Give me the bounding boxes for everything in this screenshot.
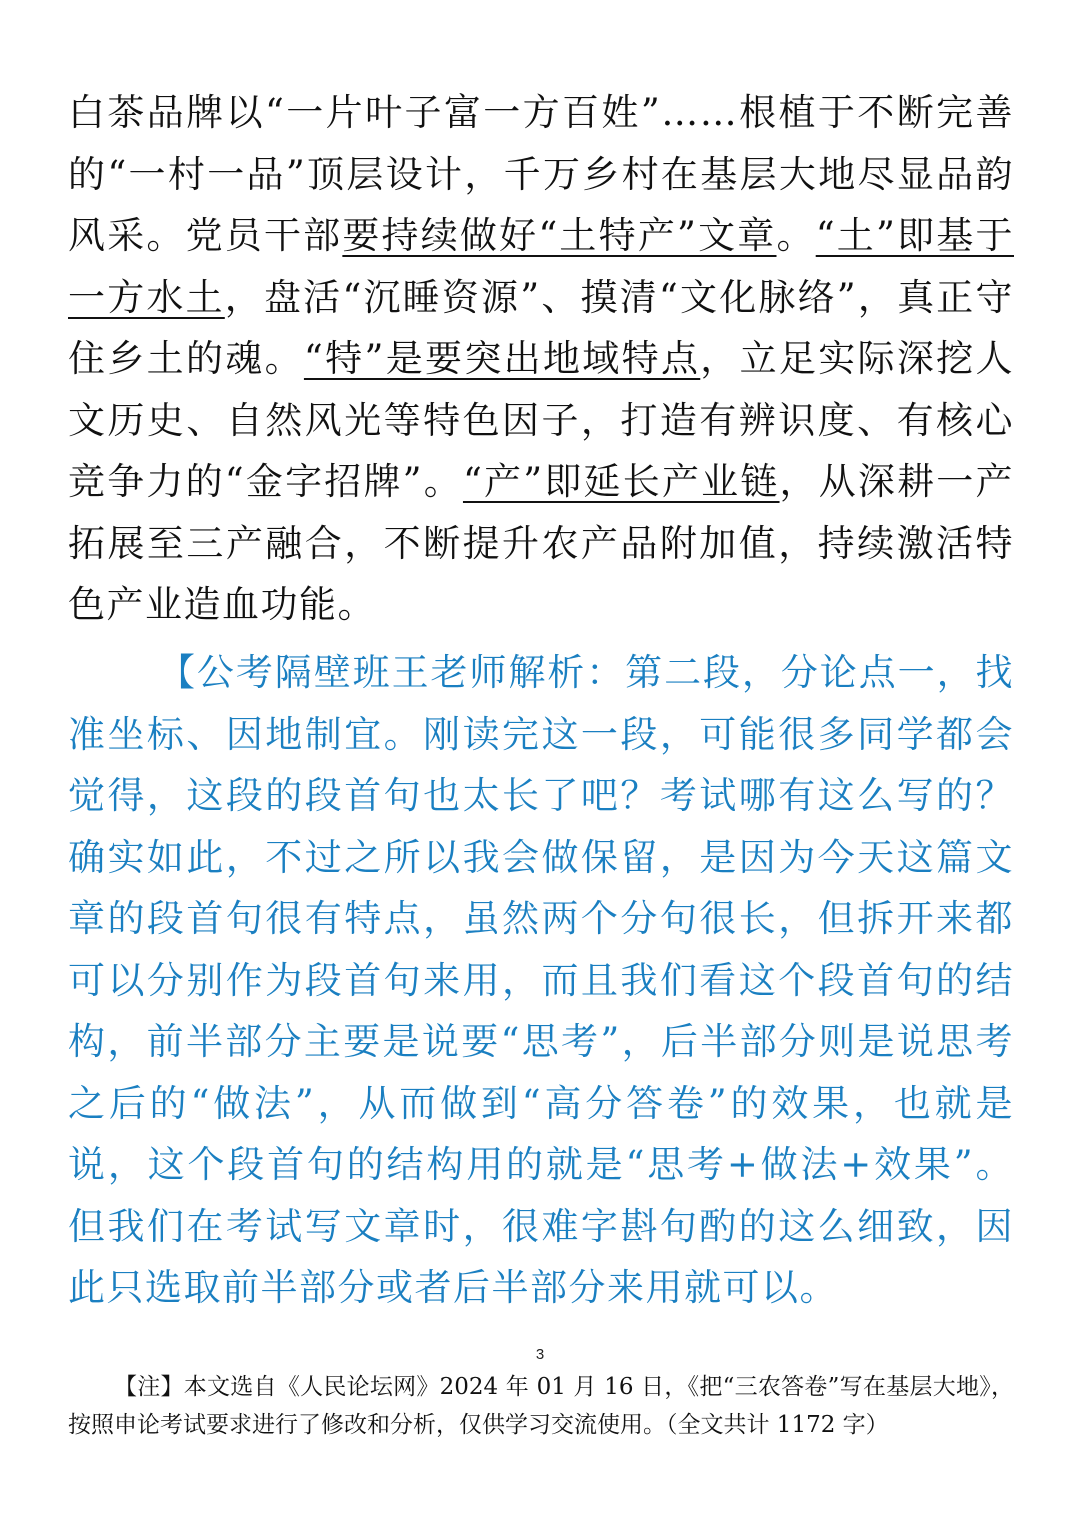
underlined-te-point: “特”是要突出地域特点 [303, 337, 701, 380]
paragraph-intro: 白茶品牌以“一片叶子富一方百姓”……根植于不断完善的“一村一品”顶层设计，千万乡村在基层大地尽显品韵风采。党员干部 [68, 91, 1014, 257]
underlined-tu-point: “土”即基于一方水土 [68, 214, 1014, 319]
te-explanation: ，立足实际深挖人文历史、自然风光等特色因子，打造有辨识度、有核心竞争力的“金字招牌”。 [68, 337, 1014, 503]
underlined-thesis: 要持续做好“土特产”文章 [342, 214, 777, 257]
page-number: 3 [535, 1346, 545, 1363]
chan-explanation: ，从深耕一产拓展至三产融合，不断提升农产品附加值，持续激活特色产业造血功能。 [68, 460, 1014, 626]
source-footnote: 【注】本文选自《人民论坛网》2024 年 01 月 16 日，《把“三农答卷”写在基层大地》，按照申论考试要求进行了修改和分析，仅供学习交流使用。（全文共计 1172 字） [68, 1374, 1014, 1438]
analysis-paragraph: 【公考隔壁班王老师解析：第二段，分论点一，找准坐标、因地制宜。刚读完这一段，可能很多同学都会觉得，这段的段首句也太长了吧？考试哪有这么写的？确实如此，不过之所以我会做保留，是因为今天这篇文章的段首句很有特点，虽然两个分句很长，但拆开来都可以分别作为段首句来用，而且我们看这个段首句的结构，前半部分主要是说要“思考”，后半部分则是说思考之后的“做法”，从而做到“高分答卷”的效果，也就是说，这个段首句的结构用的就是“思考+做法+效果”。但我们在考试写文章时，很难字斟句酌的这么细致，因此只选取前半部分或者后半部分来用就可以。 [68, 651, 1014, 1309]
underlined-chan-point: “产”即延长产业链 [462, 460, 780, 503]
thesis-period: 。 [776, 214, 816, 257]
tu-explanation: ，盘活“沉睡资源”、摸清“文化脉络”，真正守住乡土的魂。 [68, 275, 1014, 380]
main-paragraph [68, 82, 1014, 636]
